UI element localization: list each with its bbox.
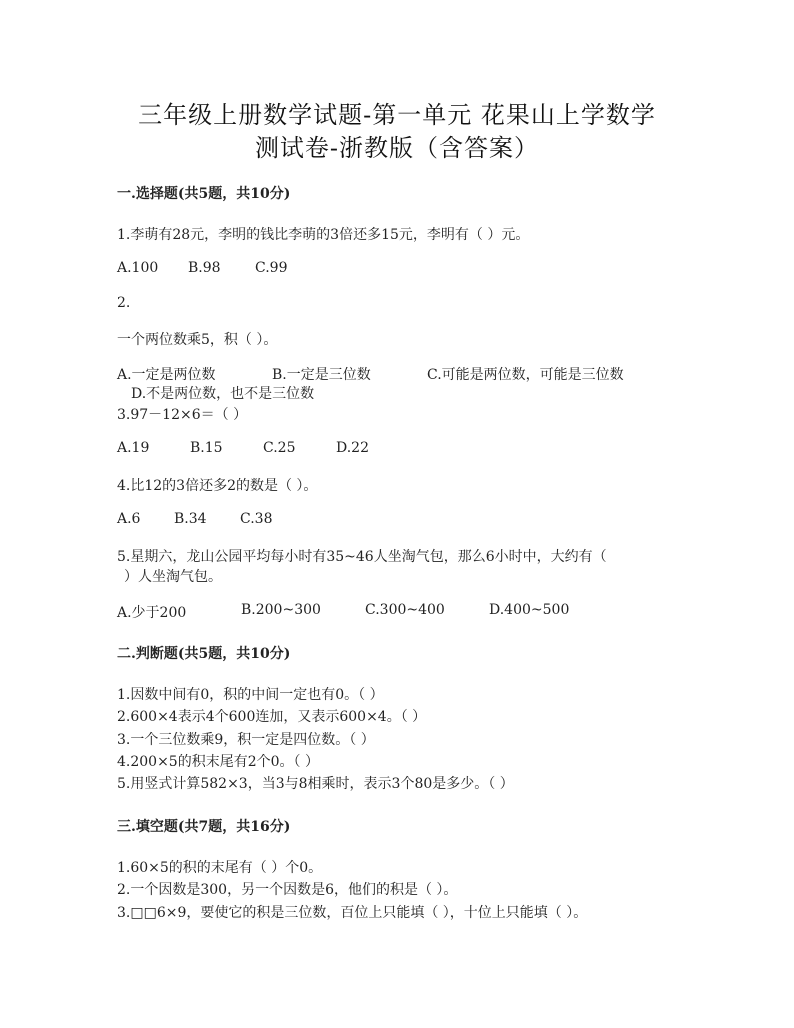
q1-5-option-b: B.200~300 xyxy=(241,602,321,618)
q1-2-text: 一个两位数乘5，积（ ）。 xyxy=(117,332,278,348)
section-heading-judge: 二.判断题(共5题，共10分) xyxy=(117,646,291,662)
q1-5-option-a: A.少于200 xyxy=(117,605,187,621)
q1-2-option-d: D.不是两位数，也不是三位数 xyxy=(131,386,315,402)
q1-4-option-b: B.34 xyxy=(174,511,207,527)
q1-2-option-b: B.一定是三位数 xyxy=(272,367,371,383)
q3-3-text: 3.□□6×9，要使它的积是三位数，百位上只能填（ ），十位上只能填（ ）。 xyxy=(117,905,588,921)
q1-2-number: 2. xyxy=(117,295,131,311)
q1-1-option-b: B.98 xyxy=(188,260,221,276)
q1-4-option-a: A.6 xyxy=(117,511,141,527)
q1-3-option-d: D.22 xyxy=(336,440,369,456)
q1-1-option-a: A.100 xyxy=(117,260,159,276)
q1-3-option-a: A.19 xyxy=(117,440,150,456)
q2-3-text: 3.一个三位数乘9，积一定是四位数。（ ） xyxy=(117,732,375,748)
q1-1-option-c: C.99 xyxy=(255,260,288,276)
q1-5-option-d: D.400~500 xyxy=(489,602,570,618)
section-heading-choice: 一.选择题(共5题，共10分) xyxy=(117,186,291,202)
q1-3-text: 3.97－12×6＝（ ） xyxy=(117,407,248,423)
q2-1-text: 1.因数中间有0，积的中间一定也有0。（ ） xyxy=(117,687,384,703)
section-heading-fill: 三.填空题(共7题，共16分) xyxy=(117,819,291,835)
q1-3-option-c: C.25 xyxy=(263,440,296,456)
q1-2-option-a: A.一定是两位数 xyxy=(117,367,216,383)
q1-5-text-line1: 5.星期六，龙山公园平均每小时有35~46人坐淘气包，那么6小时中，大约有（ xyxy=(117,549,607,565)
q3-1-text: 1.60×5的积的末尾有（ ）个0。 xyxy=(117,860,323,876)
doc-title-line1: 三年级上册数学试题-第一单元 花果山上学数学 xyxy=(138,101,656,129)
q1-3-option-b: B.15 xyxy=(190,440,223,456)
q1-5-option-c: C.300~400 xyxy=(365,602,445,618)
q1-5-text-line2: ）人坐淘气包。 xyxy=(124,569,222,585)
q2-5-text: 5.用竖式计算582×3，当3与8相乘时，表示3个80是多少。（ ） xyxy=(117,776,514,792)
q1-1-text: 1.李萌有28元，李明的钱比李萌的3倍还多15元，李明有（ ）元。 xyxy=(117,227,530,243)
q2-4-text: 4.200×5的积末尾有2个0。（ ） xyxy=(117,754,319,770)
q1-4-option-c: C.38 xyxy=(240,511,273,527)
q3-2-text: 2.一个因数是300，另一个因数是6，他们的积是（ ）。 xyxy=(117,882,458,898)
q1-2-option-c: C.可能是两位数，可能是三位数 xyxy=(427,367,624,383)
doc-title-line2: 测试卷-浙教版（含答案） xyxy=(254,134,540,162)
q1-4-text: 4.比12的3倍还多2的数是（ ）。 xyxy=(117,478,318,494)
q2-2-text: 2.600×4表示4个600连加，又表示600×4。（ ） xyxy=(117,709,427,725)
